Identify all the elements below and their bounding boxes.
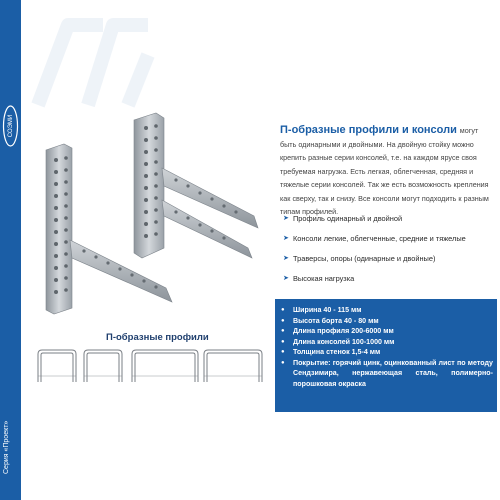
watermark-logo (28, 0, 168, 120)
description-text: могут быть одинарными и двойными. На двойную стойку можно крепить разные серии консолей, т.е. на каждом ярусе своя требуемая нагрузка. Есть легкая, облегченная, средняя и тяжелые серии консолей. Так же есть возможность крепления как сверху, так и снизу. Все консоли могут подходить к разным типам профилей. (280, 126, 489, 216)
feature-list (283, 214, 493, 294)
list-item: ➤ Профиль одинарный и двойной (283, 214, 403, 223)
diagram-title: П-образные профили (106, 332, 209, 343)
chevron-right-icon: ➤ (283, 235, 289, 242)
specs-box (275, 299, 497, 412)
series-label: Серия «Проект» (3, 420, 10, 474)
product-photo (26, 108, 276, 318)
list-item: ● Длина консолей 100-1000 мм (281, 337, 395, 346)
bullet-icon: ● (281, 307, 285, 313)
bullet-icon: ● (281, 338, 285, 345)
specs-list (281, 305, 493, 389)
list-item: ● Длина профиля 200-6000 мм (281, 327, 394, 335)
svg-text:СОЭМИ: СОЭМИ (8, 114, 15, 138)
page-title: П-образные профили и консоли (280, 124, 457, 136)
list-item: ● Покрытие: горячий цинк, оцинкованный лист по методу Сендзимира, нержавеющая сталь, полимерно-порошковая окраска (281, 358, 493, 388)
list-item: ➤ Высокая нагрузка (283, 274, 355, 283)
bullet-icon: ● (281, 349, 285, 355)
bullet-icon: ● (281, 317, 285, 324)
list-item: ● Толщина стенок 1,5-4 мм (281, 348, 381, 356)
sidebar (0, 0, 21, 500)
list-item: ➤ Консоли легкие, облегченные, средние и тяжелые (283, 234, 466, 243)
chevron-right-icon: ➤ (283, 275, 289, 282)
bullet-icon: ● (281, 359, 285, 366)
bullet-icon: ● (281, 328, 285, 334)
chevron-right-icon: ➤ (283, 255, 289, 262)
list-item: ● Ширина 40 - 115 мм (281, 306, 362, 314)
list-item: ● Высота борта 40 - 80 мм (281, 316, 379, 325)
section-heading (280, 124, 492, 219)
chevron-right-icon: ➤ (283, 215, 289, 222)
profile-diagram (34, 346, 266, 382)
list-item: ➤ Траверсы, опоры (одинарные и двойные) (283, 254, 436, 263)
company-logo (2, 104, 19, 148)
